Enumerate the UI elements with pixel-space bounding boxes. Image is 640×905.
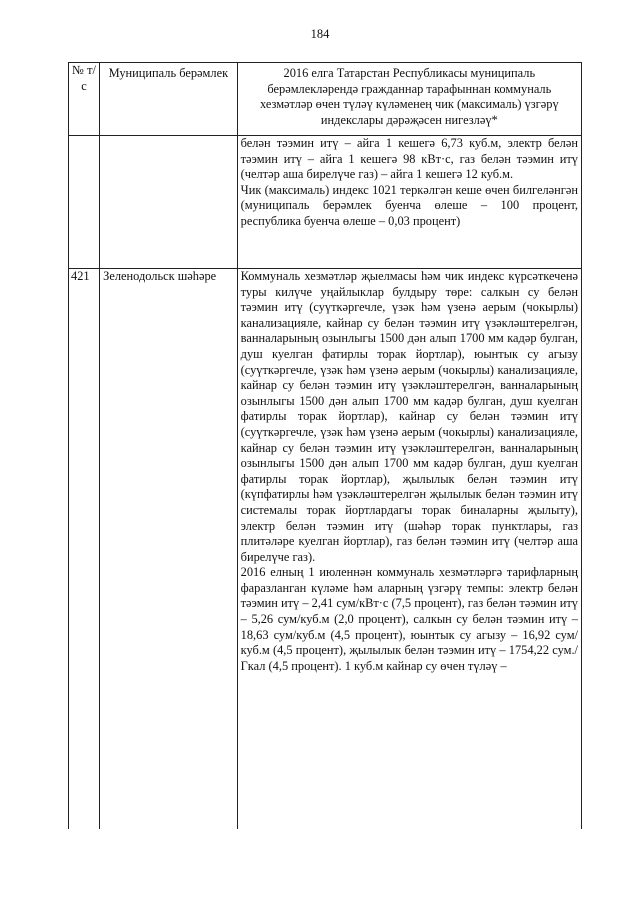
table-row-continuation [69, 136, 582, 269]
cell-index-description [237, 269, 581, 830]
header-index [237, 63, 581, 136]
cell-row-number: 421 [69, 269, 100, 830]
row-paragraph-2: 2016 елның 1 июленнән коммуналь хезмәтләргә тарифларның фаразланган күләме һәм аларның үзгәрү темпы: электр белән тәэмин итү – 2,41 сум/кВт·с (7,5 процент), газ белән тәэмин итү – 5,26 сум/куб.м (2,0 процент), салкын су белән тәэмин итү – 18,63 сум/куб.м (4,5 процент), юынтык су агызу – 16,92 сум/куб.м (4,5 процент), җылылык белән тәэмин итү – 1754,22 сум./Гкал (4,5 процент). 1 куб.м кайнар су өчен түләү – [240, 565, 578, 673]
municipality-name: Зеленодольск шәһәре [103, 269, 217, 283]
header-number-text: № т/с [72, 63, 96, 93]
continuation-paragraph-1: белән тәэмин итү – айга 1 кешегә 6,73 куб.м, электр белән тәэмин итү – айга 1 кешегә 98 кВт·с, газ белән тәэмин итү (челтәр аша бирелүче газ) – айга 1 кешегә 12 куб.м. [240, 136, 578, 182]
header-index-text: 2016 елга Татарстан Республикасы муниципаль берәмлекләрендә гражданнар тарафыннан коммуналь хезмәтләр өчен түләү күләменең чик (максималь) үзгәрү индекслары дәрәҗәсен нигезләү* [259, 66, 559, 127]
cell-continuation-text [237, 136, 581, 269]
cell-number-empty [69, 136, 100, 269]
table-row [69, 269, 582, 830]
header-municipality [100, 63, 238, 136]
page-number: 184 [310, 27, 330, 41]
table-header-row [69, 63, 582, 136]
header-number [69, 63, 100, 136]
header-municipality-text: Муниципаль берәмлек [108, 66, 229, 80]
cell-municipality-empty [100, 136, 238, 269]
indices-table [68, 62, 582, 829]
row-paragraph-1: Коммуналь хезмәтләр җыелмасы һәм чик индекс күрсәткеченә туры килүче уңайлыклар булдыру төре: салкын су белән тәэмин итү (суүткәргечле, үзәк һәм үзенә аерым (чокырлы) канализацияле, кайнар су белән тәэмин итү үзәкләштерелгән, ванналарының озынлыгы 1500 дән алып 1700 мм кадәр булган, душ куелган фатирлы торак йортлар), юынтык су агызу (суүткәргечле, үзәк һәм үзенә аерым (чокырлы) канализацияле, кайнар су белән тәэмин итү үзәкләштерелгән, ванналарының озынлыгы 1500 дән алып 1700 мм кадәр булган, душ куелган фатирлы торак йортлар), кайнар су белән тәэмин итү (суүткәргечле, үзәк һәм үзенә аерым (чокырлы) канализацияле, кайнар су белән тәэмин итү үзәкләштерелгән, ванналарының озынлыгы 1500 дән алып 1700 мм кадәр булган, душ куелган фатирлы торак йортлар), җылылык белән тәэмин итү (күпфатирлы һәм үзәкләштерелгән җылылык белән тәэмин итү системалы торак йортлардагы торак биналарны җылыту), электр белән тәэмин итү (шәһәр торак пунктлары, газ плитәләре куелган йортлар), газ белән тәэмин итү (челтәр аша бирелүче газ). [240, 269, 578, 564]
continuation-paragraph-2: Чик (максималь) индекс 1021 теркәлгән кеше өчен билгеләнгән (муниципаль берәмлек буенча өлеше – 100 процент, республика буенча өлеше – 0,03 процент) [240, 182, 578, 228]
cell-municipality-name [100, 269, 238, 830]
